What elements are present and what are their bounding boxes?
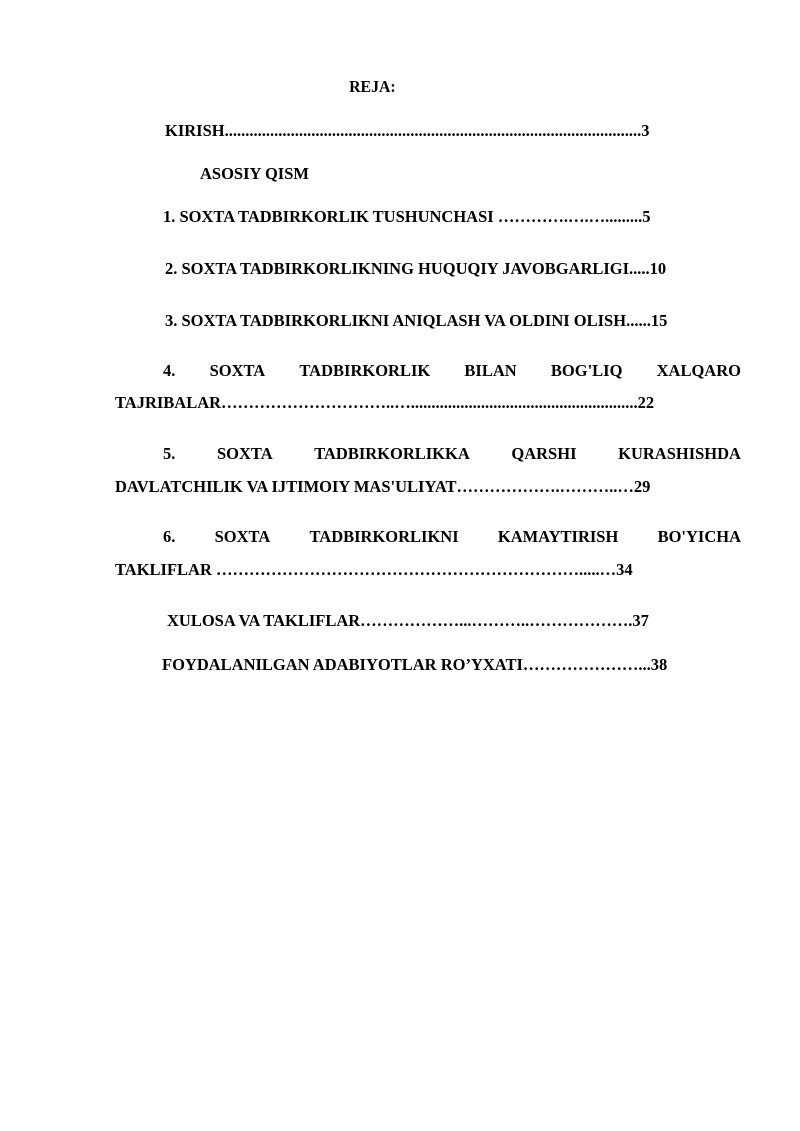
toc-entry-5-word: 5.	[163, 444, 176, 463]
toc-entry-6-word: TADBIRKORLIKNI	[309, 527, 459, 546]
toc-entry-4-line2: TAJRIBALAR…………………………..….......................................................22	[115, 393, 655, 412]
toc-entry-4-word: 4.	[163, 361, 176, 380]
toc-entry-6-word: 6.	[163, 527, 176, 546]
toc-entry-6-word: SOXTA	[214, 527, 271, 546]
toc-entry-4-word: BILAN	[464, 361, 517, 380]
toc-entry-5-line1	[163, 444, 741, 464]
toc-entry-5-word: KURASHISHDA	[618, 444, 741, 463]
toc-entry-5-line2: DAVLATCHILIK VA IJTIMOIY MAS'ULIYAT……………….………..…29	[115, 477, 651, 496]
toc-entry-4-word: BOG'LIQ	[550, 361, 623, 380]
toc-entry-1: 1. SOXTA TADBIRKORLIK TUSHUNCHASI ………….….….........5	[163, 207, 651, 226]
toc-entry-adabiyotlar: FOYDALANILGAN ADABIYOTLAR RO’YXATI…………………...38	[162, 655, 668, 674]
toc-entry-6-word: BO'YICHA	[657, 527, 741, 546]
toc-entry-6-word: KAMAYTIRISH	[497, 527, 619, 546]
toc-entry-3: 3. SOXTA TADBIRKORLIKNI ANIQLASH VA OLDINI OLISH......15	[165, 311, 668, 330]
toc-entry-4-line1	[163, 361, 741, 381]
toc-entry-4-word: SOXTA	[209, 361, 266, 380]
toc-heading-asosiy: ASOSIY QISM	[200, 164, 309, 183]
toc-entry-4-word: TADBIRKORLIK	[299, 361, 431, 380]
toc-entry-5-word: SOXTA	[216, 444, 273, 463]
toc-entry-kirish: KIRISH.....................................................................................................3	[165, 121, 650, 140]
toc-entry-5-word: TADBIRKORLIKKA	[314, 444, 470, 463]
toc-entry-2: 2. SOXTA TADBIRKORLIKNING HUQUQIY JAVOBGARLIGI.....10	[165, 259, 667, 278]
toc-entry-6-line2: TAKLIFLAR ………………………………………………………….....…34	[115, 560, 633, 579]
toc-entry-4-word: XALQARO	[656, 361, 741, 380]
toc-entry-6-line1	[163, 527, 741, 547]
document-title: REJA:	[349, 77, 396, 96]
toc-entry-5-word: QARSHI	[511, 444, 577, 463]
toc-entry-xulosa: XULOSA VA TAKLIFLAR………………...………..……………….37	[167, 611, 649, 630]
